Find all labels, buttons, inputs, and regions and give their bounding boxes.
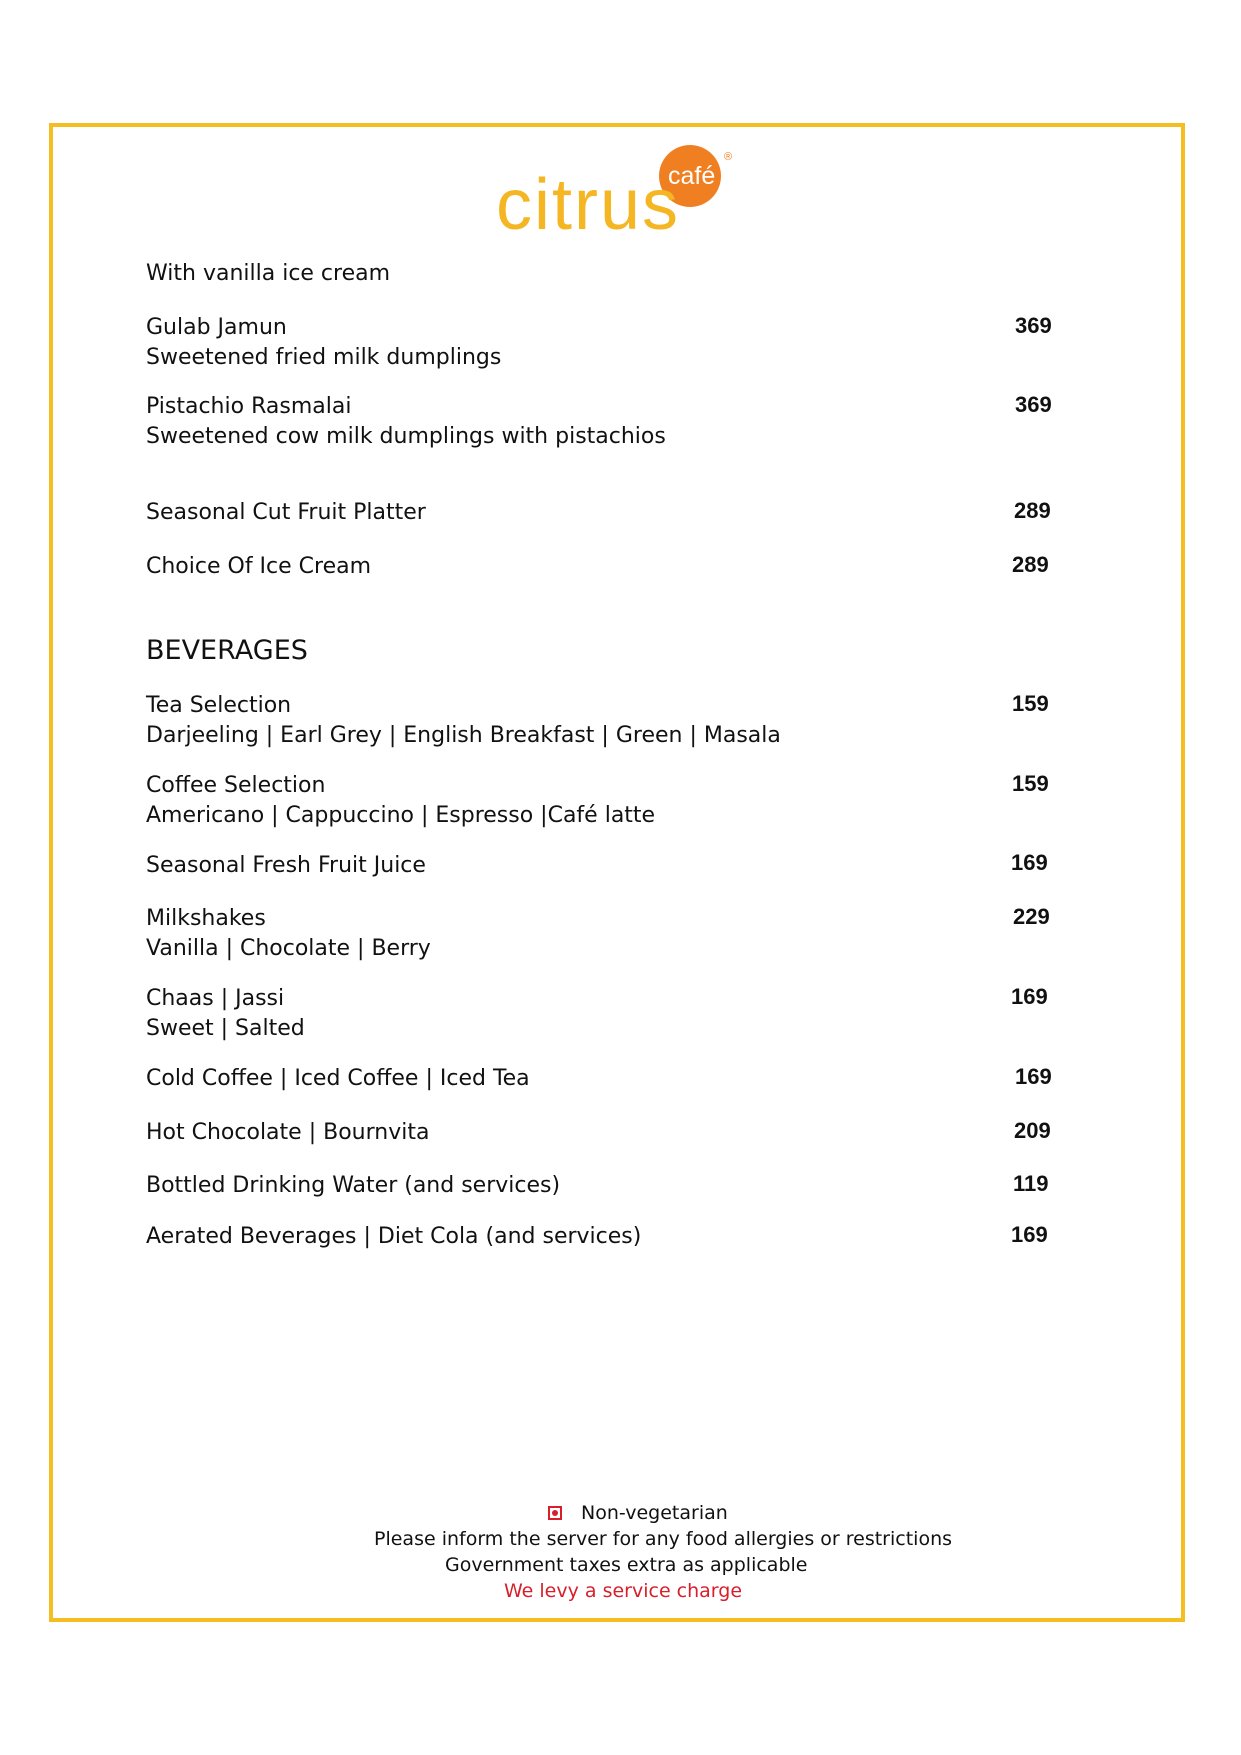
menu-item-price: 289 xyxy=(1014,498,1051,523)
svg-text:®: ® xyxy=(724,151,733,163)
menu-item-name: Bottled Drinking Water (and services) xyxy=(146,1173,561,1198)
svg-text:café: café xyxy=(668,162,716,190)
menu-item-price: 169 xyxy=(1011,1222,1048,1247)
menu-item-price: 229 xyxy=(1013,904,1050,929)
menu-item-description: Darjeeling | Earl Grey | English Breakfast | Green | Masala xyxy=(146,723,781,748)
menu-item-name: Tea Selection xyxy=(146,693,292,718)
menu-item-name: Pistachio Rasmalai xyxy=(146,394,352,419)
menu-item-price: 169 xyxy=(1011,850,1048,875)
menu-item-name: Cold Coffee | Iced Coffee | Iced Tea xyxy=(146,1066,530,1091)
menu-item-name: Aerated Beverages | Diet Cola (and services) xyxy=(146,1224,642,1249)
menu-item-price: 169 xyxy=(1011,984,1048,1009)
menu-item-name: Chaas | Jassi xyxy=(146,986,285,1011)
menu-item-price: 169 xyxy=(1015,1064,1052,1089)
section-heading-beverages: BEVERAGES xyxy=(146,635,308,666)
menu-item-description: Sweet | Salted xyxy=(146,1016,305,1041)
menu-item-name: Hot Chocolate | Bournvita xyxy=(146,1120,430,1145)
tax-note: Government taxes extra as applicable xyxy=(445,1554,808,1576)
menu-item-description: Vanilla | Chocolate | Berry xyxy=(146,936,431,961)
menu-item-description: Sweetened fried milk dumplings xyxy=(146,345,502,370)
menu-item-price: 119 xyxy=(1013,1171,1049,1196)
menu-item-name: Choice Of Ice Cream xyxy=(146,554,372,579)
service-charge-note: We levy a service charge xyxy=(504,1580,743,1602)
menu-item-price: 369 xyxy=(1015,392,1052,417)
menu-item-note: With vanilla ice cream xyxy=(146,261,391,286)
menu-item-price: 289 xyxy=(1012,552,1049,577)
svg-text:citrus: citrus xyxy=(496,165,681,235)
allergy-note: Please inform the server for any food allergies or restrictions xyxy=(374,1528,953,1550)
menu-item-price: 209 xyxy=(1014,1118,1051,1143)
menu-item-price: 159 xyxy=(1012,691,1049,716)
menu-item-description: Sweetened cow milk dumplings with pistachios xyxy=(146,424,666,449)
non-veg-icon xyxy=(548,1506,562,1520)
citrus-cafe-logo xyxy=(495,140,740,235)
menu-item-name: Seasonal Fresh Fruit Juice xyxy=(146,853,426,878)
menu-item-name: Coffee Selection xyxy=(146,773,326,798)
menu-item-description: Americano | Cappuccino | Espresso |Café latte xyxy=(146,803,656,828)
menu-item-price: 159 xyxy=(1012,771,1049,796)
menu-item-price: 369 xyxy=(1015,313,1052,338)
legend-label: Non-vegetarian xyxy=(581,1502,728,1524)
menu-item-name: Gulab Jamun xyxy=(146,315,287,340)
menu-item-name: Seasonal Cut Fruit Platter xyxy=(146,500,426,525)
menu-item-name: Milkshakes xyxy=(146,906,266,931)
